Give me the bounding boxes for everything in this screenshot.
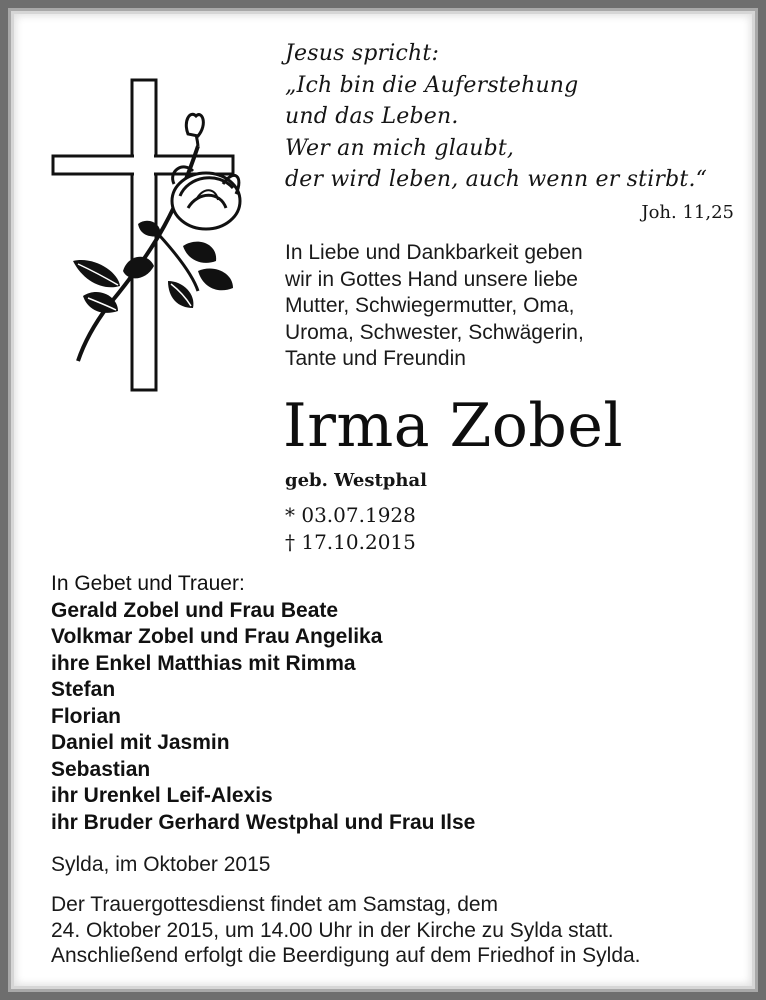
mourners-list <box>51 571 741 836</box>
quote-line: der wird leben, auch wenn er stirbt.“ <box>285 167 708 192</box>
maiden-name: geb. Westphal <box>285 470 427 491</box>
quote-line: „Ich bin die Auferstehung <box>285 72 579 98</box>
introduction-text <box>285 240 745 373</box>
mourner-name: Gerald Zobel und Frau Beate <box>51 598 339 622</box>
mourner-name: Florian <box>51 704 122 728</box>
mourners-lead: In Gebet und Trauer: <box>51 572 245 595</box>
service-line: Der Trauergottesdienst findet am Samstag, dem <box>51 893 499 916</box>
deceased-name: Irma Zobel <box>283 391 624 461</box>
intro-line: wir in Gottes Hand unsere liebe <box>285 267 578 291</box>
cross-with-rose-icon <box>48 76 248 396</box>
service-line: Anschließend erfolgt die Beerdigung auf dem Friedhof in Sylda. <box>51 944 641 967</box>
mourner-name: Daniel mit Jasmin <box>51 731 230 754</box>
service-info <box>51 892 751 969</box>
quote-line: Wer an mich glaubt, <box>285 135 515 161</box>
intro-line: Uroma, Schwester, Schwägerin, <box>285 320 584 344</box>
service-line: 24. Oktober 2015, um 14.00 Uhr in der Kirche zu Sylda statt. <box>51 918 614 942</box>
place-and-date: Sylda, im Oktober 2015 <box>51 853 271 876</box>
intro-line: In Liebe und Dankbarkeit geben <box>285 241 583 264</box>
quote-line: Jesus spricht: <box>285 41 440 66</box>
mourner-name: ihre Enkel Matthias mit Rimma <box>51 651 356 675</box>
bible-reference: Joh. 11,25 <box>641 202 734 223</box>
birth-date: * 03.07.1928 <box>285 503 416 527</box>
mourner-name: Sebastian <box>51 757 151 781</box>
mourner-name: Stefan <box>51 678 116 701</box>
intro-line: Tante und Freundin <box>285 347 466 370</box>
quote-line: und das Leben. <box>285 104 459 129</box>
intro-line: Mutter, Schwiegermutter, Oma, <box>285 294 575 317</box>
bible-quote <box>285 38 745 196</box>
mourner-name: ihr Bruder Gerhard Westphal und Frau Ilse <box>51 810 476 834</box>
mourner-name: ihr Urenkel Leif-Alexis <box>51 784 273 807</box>
mourner-name: Volkmar Zobel und Frau Angelika <box>51 625 383 648</box>
life-dates <box>285 502 416 556</box>
death-date: † 17.10.2015 <box>285 530 416 554</box>
